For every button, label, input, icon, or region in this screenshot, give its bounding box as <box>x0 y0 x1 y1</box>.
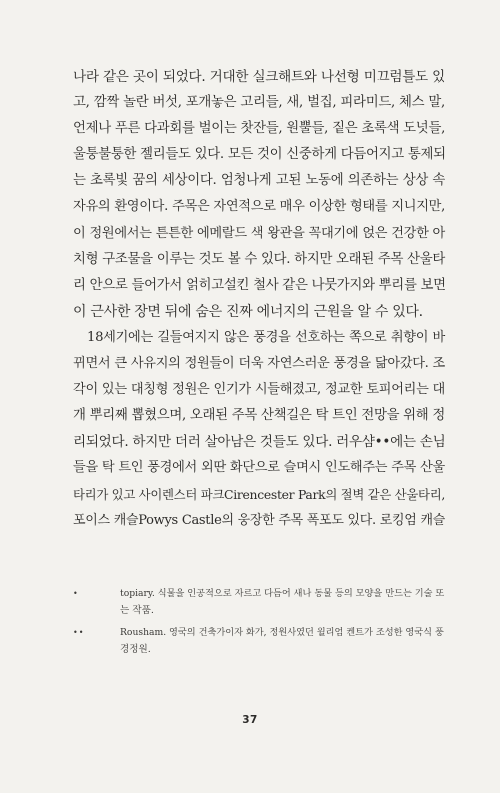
paragraph-end-line: 이 근사한 장면 뒤에 숨은 진짜 에너지의 근원을 알 수 있다. <box>73 303 423 320</box>
text-line: 개 뿌리째 뽑혔으며, 오래된 주목 산책길은 탁 트인 전망을 위해 정 <box>73 408 446 424</box>
footnote <box>73 624 445 658</box>
text-line: 리 안으로 들어가서 얽히고설킨 철사 같은 나뭇가지와 뿌리를 보면 <box>73 277 446 293</box>
text-line: 는 초록빛 꿈의 세상이다. 엄청나게 고된 노동에 의존하는 상상 속 <box>73 173 445 189</box>
text-line: 나라 같은 곳이 되었다. 거대한 실크해트와 나선형 미끄럼틀도 있 <box>73 69 445 85</box>
text-line: 고, 깜짝 놀란 버섯, 포개놓은 고리들, 새, 벌집, 피라미드, 체스 말, <box>73 95 445 111</box>
body-text <box>73 64 445 534</box>
footnote-line: 경정원. <box>120 644 151 655</box>
footnote-line: topiary. 식물을 인공적으로 자르고 다듬어 새나 동물 등의 모양을 만드는 기술 또 <box>120 588 445 599</box>
text-line: 언제나 푸른 다과회를 벌이는 찻잔들, 원뿔들, 짙은 초록색 도넛들, <box>73 121 446 137</box>
text-line: 뀌면서 큰 사유지의 정원들이 더욱 자연스러운 풍경을 닮아갔다. 조 <box>73 356 445 372</box>
text-line: 들을 탁 트인 풍경에서 외딴 화단으로 슬며시 인도해주는 주목 산울 <box>73 460 445 476</box>
text-line: 치형 구조물을 이루는 것도 볼 수 있다. 하지만 오래된 주목 산울타 <box>73 251 446 267</box>
text-line: 울퉁불퉁한 젤리들도 있다. 모든 것이 신중하게 다듬어지고 통제되 <box>73 147 446 163</box>
page-number: 37 <box>242 714 258 726</box>
text-line: 타리가 있고 사이렌스터 파크Cirencester Park의 절벽 같은 산울타리, <box>73 486 445 502</box>
text-line: 각이 있는 대칭형 정원은 인기가 시들해졌고, 정교한 토피어리는 대 <box>73 382 445 398</box>
text-line: 리되었다. 하지만 더러 살아남은 것들도 있다. 러우샴••에는 손님 <box>73 434 446 451</box>
footnotes <box>73 585 445 663</box>
text-line: 자유의 환영이다. 주목은 자연적으로 매우 이상한 형태를 지니지만, <box>73 199 445 215</box>
footnote <box>73 585 445 619</box>
paragraph-start-line: 18세기에는 길들여지지 않은 풍경을 선호하는 쪽으로 취향이 바 <box>87 329 445 345</box>
footnote-marker: • <box>73 589 79 598</box>
text-line: 이 정원에서는 튼튼한 에메랄드 색 왕관을 꼭대기에 얹은 건강한 아 <box>73 225 445 241</box>
footnote-line: Rousham. 영국의 건축가이자 화가, 정원사였던 윌리엄 켄트가 조성한 영국식 풍 <box>120 627 444 638</box>
footnote-marker: •• <box>73 628 85 637</box>
text-line: 포이스 캐슬Powys Castle의 웅장한 주목 폭포도 있다. 로킹엄 캐슬 <box>73 512 445 528</box>
footnote-line: 는 작품. <box>120 605 154 616</box>
